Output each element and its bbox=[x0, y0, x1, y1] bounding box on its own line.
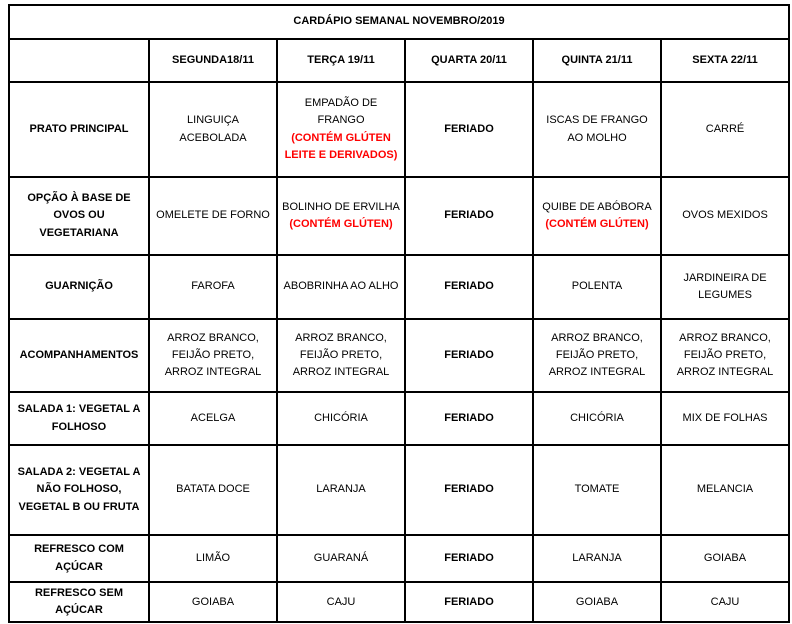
menu-item-text: FERIADO bbox=[444, 551, 494, 564]
menu-item-text: OVOS MEXIDOS bbox=[682, 209, 768, 222]
menu-cell bbox=[533, 82, 661, 177]
menu-row bbox=[9, 177, 789, 255]
menu-row bbox=[9, 445, 789, 535]
title-row bbox=[9, 5, 789, 39]
holiday-cell bbox=[405, 177, 533, 255]
menu-item-text: ARROZ BRANCO, FEIJÃO PRETO, ARROZ INTEGRAL bbox=[676, 331, 774, 379]
day-header-tuesday: TERÇA 19/11 bbox=[277, 39, 405, 82]
menu-item-text: LARANJA bbox=[572, 551, 622, 564]
menu-item-text: BATATA DOCE bbox=[176, 483, 250, 496]
menu-item-text: CHICÓRIA bbox=[570, 411, 624, 424]
menu-item-text: ISCAS DE FRANGO AO MOLHO bbox=[546, 114, 648, 144]
row-label: REFRESCO SEM AÇÚCAR bbox=[9, 582, 149, 622]
menu-item-text: GOIABA bbox=[191, 595, 235, 608]
menu-cell bbox=[277, 255, 405, 319]
menu-cell bbox=[149, 535, 277, 582]
menu-cell bbox=[661, 582, 789, 622]
menu-row bbox=[9, 255, 789, 319]
day-header-wednesday: QUARTA 20/11 bbox=[405, 39, 533, 82]
menu-cell bbox=[277, 445, 405, 535]
menu-cell bbox=[149, 392, 277, 445]
menu-item-text: MELANCIA bbox=[696, 483, 754, 496]
menu-cell bbox=[149, 319, 277, 392]
menu-cell bbox=[149, 582, 277, 622]
row-label: SALADA 2: VEGETAL A NÃO FOLHOSO, VEGETAL B OU FRUTA bbox=[9, 445, 149, 535]
allergen-warning: (CONTÉM GLÚTEN) bbox=[289, 218, 393, 230]
menu-cell bbox=[661, 177, 789, 255]
menu-item-text: OMELETE DE FORNO bbox=[156, 209, 270, 222]
menu-item-text: ARROZ BRANCO, FEIJÃO PRETO, ARROZ INTEGRAL bbox=[164, 331, 262, 379]
menu-item-text: GOIABA bbox=[575, 595, 619, 608]
menu-item-text: ARROZ BRANCO, FEIJÃO PRETO, ARROZ INTEGRAL bbox=[548, 331, 646, 379]
menu-item-text: FERIADO bbox=[444, 122, 494, 135]
day-header-friday: SEXTA 22/11 bbox=[661, 39, 789, 82]
menu-cell bbox=[661, 255, 789, 319]
menu-item-text: LINGUIÇA ACEBOLADA bbox=[179, 114, 247, 144]
menu-item-text: ABOBRINHA AO ALHO bbox=[283, 280, 399, 293]
menu-item-text: GUARANÁ bbox=[313, 551, 369, 564]
holiday-cell bbox=[405, 255, 533, 319]
corner-cell bbox=[9, 39, 149, 82]
page-title: CARDÁPIO SEMANAL NOVEMBRO/2019 bbox=[9, 5, 789, 39]
menu-item-text: FERIADO bbox=[444, 348, 494, 361]
menu-item-text: LIMÃO bbox=[195, 551, 231, 564]
days-header-row bbox=[9, 39, 789, 82]
allergen-warning: (CONTÉM GLÚTEN) bbox=[545, 218, 649, 230]
menu-cell bbox=[277, 582, 405, 622]
holiday-cell bbox=[405, 319, 533, 392]
menu-table bbox=[8, 4, 790, 623]
row-label: REFRESCO COM AÇÚCAR bbox=[9, 535, 149, 582]
menu-cell bbox=[533, 445, 661, 535]
menu-item-text: POLENTA bbox=[571, 280, 623, 293]
menu-item-text: CARRÉ bbox=[705, 122, 745, 135]
menu-row bbox=[9, 82, 789, 177]
row-label: ACOMPANHAMENTOS bbox=[9, 319, 149, 392]
holiday-cell bbox=[405, 582, 533, 622]
menu-item-text: EMPADÃO DE FRANGO bbox=[304, 97, 378, 127]
menu-item-text: FERIADO bbox=[444, 280, 494, 293]
row-label: PRATO PRINCIPAL bbox=[9, 82, 149, 177]
menu-cell bbox=[533, 177, 661, 255]
row-label: GUARNIÇÃO bbox=[9, 255, 149, 319]
menu-cell bbox=[661, 392, 789, 445]
menu-item-text: CAJU bbox=[710, 595, 740, 608]
menu-item-text: ACELGA bbox=[190, 411, 236, 424]
menu-item-text: FERIADO bbox=[444, 209, 494, 222]
menu-item-text: CAJU bbox=[326, 595, 356, 608]
holiday-cell bbox=[405, 82, 533, 177]
menu-cell bbox=[277, 177, 405, 255]
menu-cell bbox=[277, 82, 405, 177]
row-label: OPÇÃO À BASE DE OVOS OU VEGETARIANA bbox=[9, 177, 149, 255]
menu-body bbox=[9, 82, 789, 622]
menu-item-text: MIX DE FOLHAS bbox=[682, 411, 768, 424]
menu-cell bbox=[149, 82, 277, 177]
menu-item-text: GOIABA bbox=[703, 551, 747, 564]
menu-cell bbox=[277, 535, 405, 582]
menu-cell bbox=[661, 535, 789, 582]
row-label: SALADA 1: VEGETAL A FOLHOSO bbox=[9, 392, 149, 445]
menu-cell bbox=[149, 445, 277, 535]
menu-cell bbox=[533, 535, 661, 582]
menu-cell bbox=[149, 177, 277, 255]
menu-cell bbox=[149, 255, 277, 319]
menu-cell bbox=[533, 255, 661, 319]
menu-row bbox=[9, 582, 789, 622]
menu-item-text: BOLINHO DE ERVILHA bbox=[282, 200, 400, 213]
menu-cell bbox=[533, 319, 661, 392]
menu-item-text: QUIBE DE ABÓBORA bbox=[542, 200, 652, 213]
menu-item-text: FAROFA bbox=[191, 280, 235, 293]
menu-item-text: ARROZ BRANCO, FEIJÃO PRETO, ARROZ INTEGRAL bbox=[292, 331, 390, 379]
menu-cell bbox=[277, 319, 405, 392]
menu-cell bbox=[661, 82, 789, 177]
menu-row bbox=[9, 319, 789, 392]
allergen-warning: (CONTÉM GLÚTEN LEITE E DERIVADOS) bbox=[284, 131, 398, 161]
menu-cell bbox=[661, 319, 789, 392]
menu-item-text: JARDINEIRA DE LEGUMES bbox=[683, 271, 767, 301]
menu-item-text: TOMATE bbox=[574, 483, 620, 496]
holiday-cell bbox=[405, 535, 533, 582]
menu-cell bbox=[533, 582, 661, 622]
holiday-cell bbox=[405, 445, 533, 535]
menu-cell bbox=[277, 392, 405, 445]
day-header-monday: SEGUNDA18/11 bbox=[149, 39, 277, 82]
menu-cell bbox=[533, 392, 661, 445]
day-header-thursday: QUINTA 21/11 bbox=[533, 39, 661, 82]
menu-item-text: FERIADO bbox=[444, 595, 494, 608]
menu-item-text: CHICÓRIA bbox=[314, 411, 368, 424]
menu-item-text: LARANJA bbox=[316, 483, 366, 496]
holiday-cell bbox=[405, 392, 533, 445]
menu-row bbox=[9, 535, 789, 582]
menu-item-text: FERIADO bbox=[444, 483, 494, 496]
menu-row bbox=[9, 392, 789, 445]
menu-cell bbox=[661, 445, 789, 535]
menu-item-text: FERIADO bbox=[444, 411, 494, 424]
